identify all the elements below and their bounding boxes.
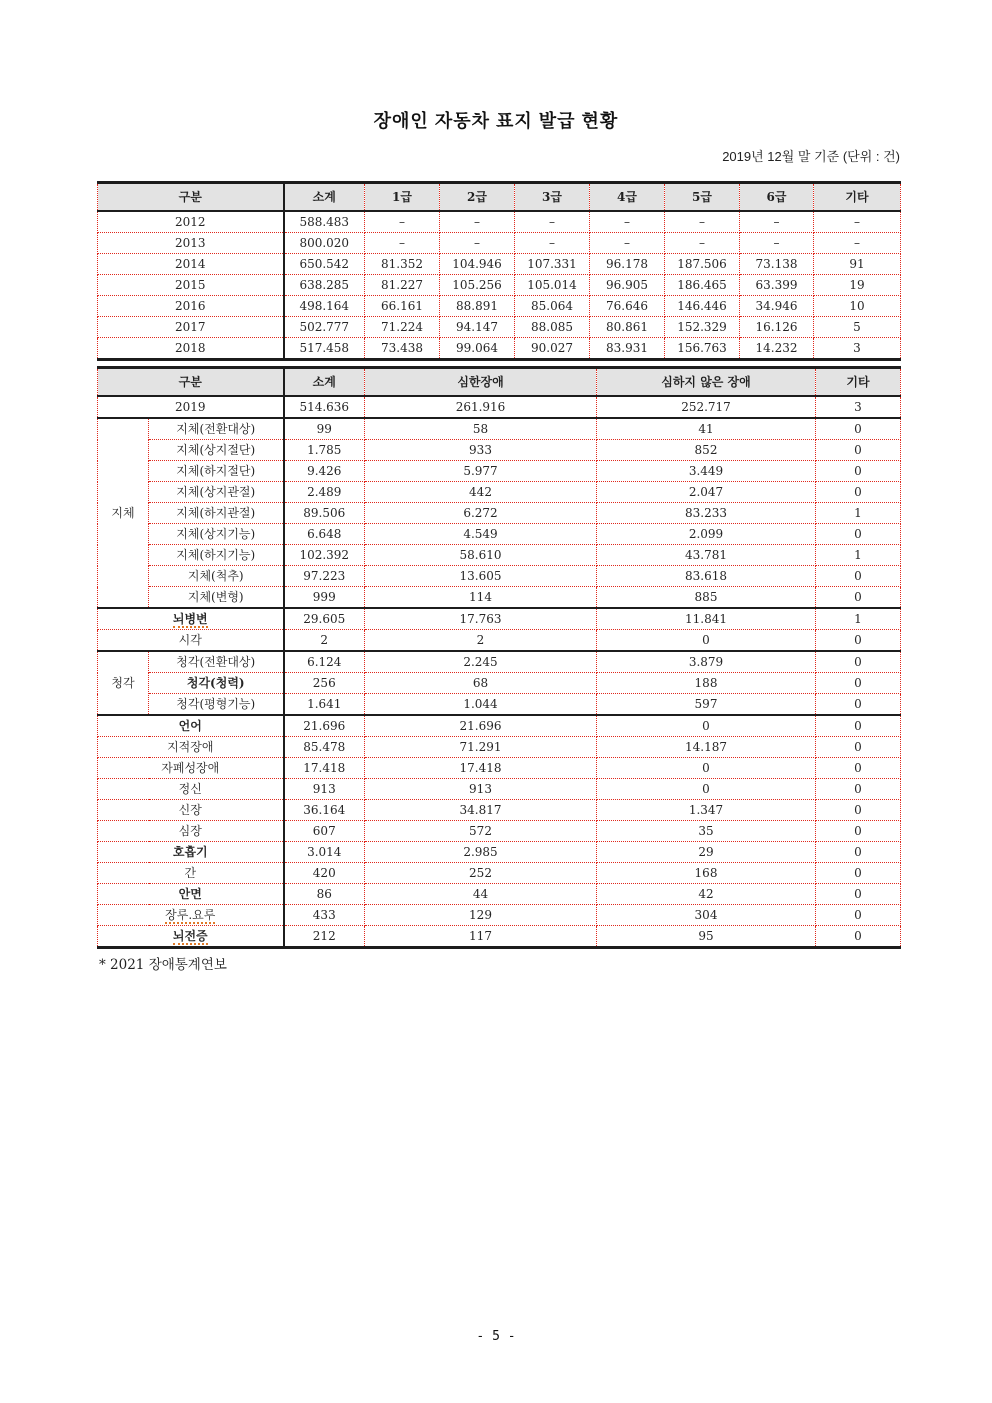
grade-value-cell: – bbox=[665, 211, 740, 233]
category-label-cell bbox=[149, 418, 284, 440]
value-cell: 17.418 bbox=[365, 758, 597, 779]
category-label-text: 지체(척추) bbox=[187, 569, 244, 583]
category-label-text: 지체(상지관절) bbox=[176, 485, 256, 499]
value-cell: 41 bbox=[597, 418, 816, 440]
category-label-cell bbox=[149, 566, 284, 587]
category-label-text: 심장 bbox=[178, 824, 202, 838]
category-label-cell bbox=[98, 630, 284, 652]
value-cell: 5.977 bbox=[365, 461, 597, 482]
table-row bbox=[98, 545, 901, 566]
category-label-text: 지적장애 bbox=[167, 740, 214, 754]
value-cell: 0 bbox=[816, 461, 901, 482]
value-cell: 6.272 bbox=[365, 503, 597, 524]
value-cell: 3.449 bbox=[597, 461, 816, 482]
grade-value-cell: 81.352 bbox=[365, 254, 440, 275]
category-label-text: 호흡기 bbox=[172, 845, 208, 859]
value-cell: 1.347 bbox=[597, 800, 816, 821]
value-cell: 95 bbox=[597, 926, 816, 948]
value-cell: 1 bbox=[816, 608, 901, 630]
value-cell: 1.785 bbox=[284, 440, 365, 461]
value-cell: 0 bbox=[816, 884, 901, 905]
value-cell: 168 bbox=[597, 863, 816, 884]
grade-value-cell: 156.763 bbox=[665, 338, 740, 360]
grade-value-cell: 73.438 bbox=[365, 338, 440, 360]
value-cell: 2.099 bbox=[597, 524, 816, 545]
grade-value-cell: 94.147 bbox=[440, 317, 515, 338]
table-row bbox=[98, 608, 901, 630]
value-cell: 83.618 bbox=[597, 566, 816, 587]
category-label-text: 청각(청력) bbox=[186, 676, 245, 690]
grade-table-header-cell: 기타 bbox=[814, 183, 901, 212]
severity-table-header-row bbox=[98, 368, 901, 397]
table-row bbox=[98, 758, 901, 779]
value-cell: 2.245 bbox=[365, 651, 597, 673]
value-cell: 572 bbox=[365, 821, 597, 842]
grade-value-cell: 650.542 bbox=[284, 254, 365, 275]
category-label-cell bbox=[149, 461, 284, 482]
grade-table-body bbox=[98, 211, 901, 360]
grade-value-cell: – bbox=[740, 211, 814, 233]
grade-table-header-cell: 소계 bbox=[284, 183, 365, 212]
category-label-cell bbox=[149, 587, 284, 609]
value-cell: 58 bbox=[365, 418, 597, 440]
category-label-text: 지체(하지기능) bbox=[176, 548, 256, 562]
value-cell: 99 bbox=[284, 418, 365, 440]
grade-value-cell: 71.224 bbox=[365, 317, 440, 338]
value-cell: 514.636 bbox=[284, 396, 365, 418]
category-label-cell bbox=[98, 800, 284, 821]
source-footnote: * 2021 장애통계연보 bbox=[99, 957, 227, 973]
category-label-text: 언어 bbox=[178, 719, 202, 733]
category-label-cell bbox=[98, 842, 284, 863]
value-cell: 0 bbox=[816, 566, 901, 587]
value-cell: 0 bbox=[816, 905, 901, 926]
value-cell: 0 bbox=[816, 863, 901, 884]
value-cell: 97.223 bbox=[284, 566, 365, 587]
value-cell: 71.291 bbox=[365, 737, 597, 758]
value-cell: 261.916 bbox=[365, 396, 597, 418]
category-label-cell bbox=[149, 673, 284, 694]
category-label-cell bbox=[98, 863, 284, 884]
category-label-cell bbox=[149, 440, 284, 461]
table-row bbox=[98, 863, 901, 884]
table-row bbox=[98, 211, 901, 233]
grade-value-cell: 104.946 bbox=[440, 254, 515, 275]
category-group-cell: 청각 bbox=[98, 651, 149, 715]
grade-table-header-cell: 1급 bbox=[365, 183, 440, 212]
value-cell: 256 bbox=[284, 673, 365, 694]
value-cell: 43.781 bbox=[597, 545, 816, 566]
grade-table-header-row bbox=[98, 183, 901, 212]
value-cell: 17.418 bbox=[284, 758, 365, 779]
grade-value-cell: 80.861 bbox=[590, 317, 665, 338]
value-cell: 129 bbox=[365, 905, 597, 926]
grade-value-cell: 91 bbox=[814, 254, 901, 275]
value-cell: 3.879 bbox=[597, 651, 816, 673]
grade-value-cell: – bbox=[440, 211, 515, 233]
table-row bbox=[98, 296, 901, 317]
value-cell: 2.489 bbox=[284, 482, 365, 503]
value-cell: 252.717 bbox=[597, 396, 816, 418]
value-cell: 11.841 bbox=[597, 608, 816, 630]
table-row bbox=[98, 275, 901, 296]
grade-value-cell: 96.178 bbox=[590, 254, 665, 275]
value-cell: 0 bbox=[816, 630, 901, 652]
grade-value-cell: – bbox=[365, 211, 440, 233]
category-label-cell bbox=[98, 905, 284, 926]
value-cell: 21.696 bbox=[365, 715, 597, 737]
category-label-text: 장루.요루 bbox=[165, 908, 216, 922]
value-cell: 913 bbox=[365, 779, 597, 800]
grade-issuance-table bbox=[97, 181, 901, 361]
category-label-cell bbox=[98, 608, 284, 630]
value-cell: 6.124 bbox=[284, 651, 365, 673]
grade-value-cell: 105.256 bbox=[440, 275, 515, 296]
value-cell: 2 bbox=[284, 630, 365, 652]
table-row bbox=[98, 926, 901, 948]
value-cell: 0 bbox=[816, 821, 901, 842]
value-cell: 0 bbox=[816, 779, 901, 800]
value-cell: 21.696 bbox=[284, 715, 365, 737]
value-cell: 58.610 bbox=[365, 545, 597, 566]
grade-value-cell: 73.138 bbox=[740, 254, 814, 275]
category-label-cell bbox=[98, 396, 284, 418]
grade-value-cell: – bbox=[515, 211, 590, 233]
value-cell: 852 bbox=[597, 440, 816, 461]
grade-value-cell: 14.232 bbox=[740, 338, 814, 360]
grade-value-cell: 63.399 bbox=[740, 275, 814, 296]
value-cell: 607 bbox=[284, 821, 365, 842]
page-title: 장애인 자동차 표지 발급 현황 bbox=[373, 111, 619, 131]
grade-table-header-cell: 5급 bbox=[665, 183, 740, 212]
value-cell: 0 bbox=[816, 758, 901, 779]
value-cell: 913 bbox=[284, 779, 365, 800]
value-cell: 0 bbox=[816, 715, 901, 737]
year-cell: 2014 bbox=[98, 254, 284, 275]
category-label-cell bbox=[98, 779, 284, 800]
table-row bbox=[98, 587, 901, 609]
year-cell: 2012 bbox=[98, 211, 284, 233]
grade-value-cell: 19 bbox=[814, 275, 901, 296]
value-cell: 0 bbox=[816, 587, 901, 609]
table-row bbox=[98, 737, 901, 758]
category-label-text: 2019 bbox=[174, 400, 206, 414]
value-cell: 6.648 bbox=[284, 524, 365, 545]
grade-value-cell: 3 bbox=[814, 338, 901, 360]
value-cell: 597 bbox=[597, 694, 816, 716]
value-cell: 35 bbox=[597, 821, 816, 842]
value-cell: 0 bbox=[816, 418, 901, 440]
grade-value-cell: 588.483 bbox=[284, 211, 365, 233]
grade-table-header-cell: 구분 bbox=[98, 183, 284, 212]
grade-table-header-cell: 2급 bbox=[440, 183, 515, 212]
category-label-text: 자폐성장애 bbox=[161, 761, 220, 775]
value-cell: 999 bbox=[284, 587, 365, 609]
value-cell: 29.605 bbox=[284, 608, 365, 630]
category-label-text: 뇌전증 bbox=[172, 929, 208, 943]
value-cell: 86 bbox=[284, 884, 365, 905]
value-cell: 933 bbox=[365, 440, 597, 461]
category-label-text: 청각(전환대상) bbox=[176, 655, 256, 669]
value-cell: 0 bbox=[816, 842, 901, 863]
value-cell: 1 bbox=[816, 503, 901, 524]
grade-value-cell: 99.064 bbox=[440, 338, 515, 360]
value-cell: 0 bbox=[816, 673, 901, 694]
value-cell: 442 bbox=[365, 482, 597, 503]
value-cell: 0 bbox=[816, 737, 901, 758]
category-label-cell bbox=[149, 545, 284, 566]
value-cell: 304 bbox=[597, 905, 816, 926]
value-cell: 0 bbox=[816, 482, 901, 503]
table-row bbox=[98, 233, 901, 254]
value-cell: 117 bbox=[365, 926, 597, 948]
value-cell: 0 bbox=[597, 779, 816, 800]
value-cell: 0 bbox=[816, 440, 901, 461]
value-cell: 36.164 bbox=[284, 800, 365, 821]
value-cell: 0 bbox=[816, 651, 901, 673]
grade-value-cell: 517.458 bbox=[284, 338, 365, 360]
table-row bbox=[98, 630, 901, 652]
year-cell: 2013 bbox=[98, 233, 284, 254]
value-cell: 68 bbox=[365, 673, 597, 694]
year-cell: 2018 bbox=[98, 338, 284, 360]
grade-value-cell: – bbox=[590, 233, 665, 254]
grade-value-cell: – bbox=[515, 233, 590, 254]
value-cell: 29 bbox=[597, 842, 816, 863]
category-label-cell bbox=[98, 926, 284, 948]
grade-value-cell: – bbox=[590, 211, 665, 233]
table-row bbox=[98, 440, 901, 461]
grade-value-cell: 187.506 bbox=[665, 254, 740, 275]
table-row bbox=[98, 317, 901, 338]
severity-table-header-cell: 심한장애 bbox=[365, 368, 597, 397]
grade-value-cell: 638.285 bbox=[284, 275, 365, 296]
table-row bbox=[98, 779, 901, 800]
category-label-text: 시각 bbox=[178, 633, 202, 647]
table-row bbox=[98, 254, 901, 275]
grade-value-cell: 83.931 bbox=[590, 338, 665, 360]
category-label-text: 지체(상지절단) bbox=[176, 443, 256, 457]
severity-table-header-cell: 구분 bbox=[98, 368, 284, 397]
grade-value-cell: – bbox=[814, 211, 901, 233]
table-row bbox=[98, 566, 901, 587]
severity-issuance-table bbox=[97, 366, 901, 949]
grade-value-cell: 85.064 bbox=[515, 296, 590, 317]
grade-value-cell: 502.777 bbox=[284, 317, 365, 338]
value-cell: 0 bbox=[597, 715, 816, 737]
value-cell: 420 bbox=[284, 863, 365, 884]
category-label-cell bbox=[149, 694, 284, 716]
grade-value-cell: 90.027 bbox=[515, 338, 590, 360]
value-cell: 433 bbox=[284, 905, 365, 926]
value-cell: 3 bbox=[816, 396, 901, 418]
value-cell: 2.047 bbox=[597, 482, 816, 503]
value-cell: 44 bbox=[365, 884, 597, 905]
value-cell: 14.187 bbox=[597, 737, 816, 758]
value-cell: 83.233 bbox=[597, 503, 816, 524]
value-cell: 1.044 bbox=[365, 694, 597, 716]
category-label-text: 안면 bbox=[178, 887, 202, 901]
value-cell: 34.817 bbox=[365, 800, 597, 821]
year-cell: 2015 bbox=[98, 275, 284, 296]
value-cell: 13.605 bbox=[365, 566, 597, 587]
value-cell: 17.763 bbox=[365, 608, 597, 630]
severity-table-body bbox=[98, 396, 901, 948]
grade-value-cell: 96.905 bbox=[590, 275, 665, 296]
grade-value-cell: – bbox=[665, 233, 740, 254]
category-label-text: 지체(하지절단) bbox=[176, 464, 256, 478]
grade-value-cell: 76.646 bbox=[590, 296, 665, 317]
category-label-text: 지체(상지기능) bbox=[176, 527, 256, 541]
value-cell: 0 bbox=[816, 524, 901, 545]
grade-value-cell: 88.891 bbox=[440, 296, 515, 317]
grade-table-header-cell: 3급 bbox=[515, 183, 590, 212]
value-cell: 0 bbox=[816, 694, 901, 716]
year-cell: 2016 bbox=[98, 296, 284, 317]
table-row bbox=[98, 396, 901, 418]
category-label-text: 청각(평형기능) bbox=[176, 697, 256, 711]
year-cell: 2017 bbox=[98, 317, 284, 338]
reference-date-note: 2019년 12월 말 기준 (단위 : 건) bbox=[722, 149, 900, 164]
grade-value-cell: – bbox=[440, 233, 515, 254]
grade-value-cell: 5 bbox=[814, 317, 901, 338]
category-label-text: 정신 bbox=[178, 782, 202, 796]
grade-value-cell: 81.227 bbox=[365, 275, 440, 296]
grade-value-cell: 10 bbox=[814, 296, 901, 317]
grade-value-cell: – bbox=[365, 233, 440, 254]
value-cell: 2.985 bbox=[365, 842, 597, 863]
value-cell: 2 bbox=[365, 630, 597, 652]
table-row bbox=[98, 800, 901, 821]
category-label-text: 뇌병변 bbox=[172, 612, 208, 626]
value-cell: 42 bbox=[597, 884, 816, 905]
value-cell: 0 bbox=[816, 800, 901, 821]
grade-value-cell: 107.331 bbox=[515, 254, 590, 275]
table-row bbox=[98, 715, 901, 737]
category-group-cell: 지체 bbox=[98, 418, 149, 608]
table-row bbox=[98, 338, 901, 360]
value-cell: 3.014 bbox=[284, 842, 365, 863]
category-label-cell bbox=[149, 503, 284, 524]
severity-table-header-cell: 소계 bbox=[284, 368, 365, 397]
value-cell: 212 bbox=[284, 926, 365, 948]
table-row bbox=[98, 482, 901, 503]
severity-table-header-cell: 심하지 않은 장애 bbox=[597, 368, 816, 397]
severity-table-header-cell: 기타 bbox=[816, 368, 901, 397]
category-label-text: 지체(변형) bbox=[187, 590, 244, 604]
table-row bbox=[98, 884, 901, 905]
table-row bbox=[98, 694, 901, 716]
grade-value-cell: 88.085 bbox=[515, 317, 590, 338]
value-cell: 0 bbox=[597, 758, 816, 779]
value-cell: 1 bbox=[816, 545, 901, 566]
category-label-cell bbox=[98, 715, 284, 737]
value-cell: 0 bbox=[816, 926, 901, 948]
category-label-cell bbox=[149, 524, 284, 545]
value-cell: 9.426 bbox=[284, 461, 365, 482]
page-number: - 5 - bbox=[476, 1329, 516, 1344]
category-label-cell bbox=[98, 884, 284, 905]
category-label-text: 간 bbox=[184, 866, 197, 880]
value-cell: 188 bbox=[597, 673, 816, 694]
grade-value-cell: 186.465 bbox=[665, 275, 740, 296]
table-row bbox=[98, 905, 901, 926]
table-row bbox=[98, 461, 901, 482]
grade-value-cell: 34.946 bbox=[740, 296, 814, 317]
grade-value-cell: 16.126 bbox=[740, 317, 814, 338]
grade-value-cell: – bbox=[740, 233, 814, 254]
category-label-cell bbox=[98, 758, 284, 779]
category-label-text: 지체(전환대상) bbox=[176, 422, 256, 436]
category-label-cell bbox=[149, 482, 284, 503]
value-cell: 4.549 bbox=[365, 524, 597, 545]
value-cell: 252 bbox=[365, 863, 597, 884]
value-cell: 85.478 bbox=[284, 737, 365, 758]
category-label-cell bbox=[98, 737, 284, 758]
table-row bbox=[98, 503, 901, 524]
table-row bbox=[98, 651, 901, 673]
category-label-text: 지체(하지관절) bbox=[176, 506, 256, 520]
value-cell: 102.392 bbox=[284, 545, 365, 566]
category-label-text: 신장 bbox=[178, 803, 202, 817]
table-row bbox=[98, 418, 901, 440]
grade-value-cell: 146.446 bbox=[665, 296, 740, 317]
value-cell: 0 bbox=[597, 630, 816, 652]
value-cell: 885 bbox=[597, 587, 816, 609]
grade-value-cell: 152.329 bbox=[665, 317, 740, 338]
grade-table-header-cell: 6급 bbox=[740, 183, 814, 212]
grade-table-header-cell: 4급 bbox=[590, 183, 665, 212]
table-row bbox=[98, 842, 901, 863]
table-row bbox=[98, 821, 901, 842]
value-cell: 89.506 bbox=[284, 503, 365, 524]
value-cell: 114 bbox=[365, 587, 597, 609]
grade-value-cell: 105.014 bbox=[515, 275, 590, 296]
category-label-cell bbox=[149, 651, 284, 673]
table-row bbox=[98, 524, 901, 545]
category-label-cell bbox=[98, 821, 284, 842]
grade-value-cell: 498.164 bbox=[284, 296, 365, 317]
grade-value-cell: 800.020 bbox=[284, 233, 365, 254]
table-row bbox=[98, 673, 901, 694]
grade-value-cell: 66.161 bbox=[365, 296, 440, 317]
value-cell: 1.641 bbox=[284, 694, 365, 716]
grade-value-cell: – bbox=[814, 233, 901, 254]
